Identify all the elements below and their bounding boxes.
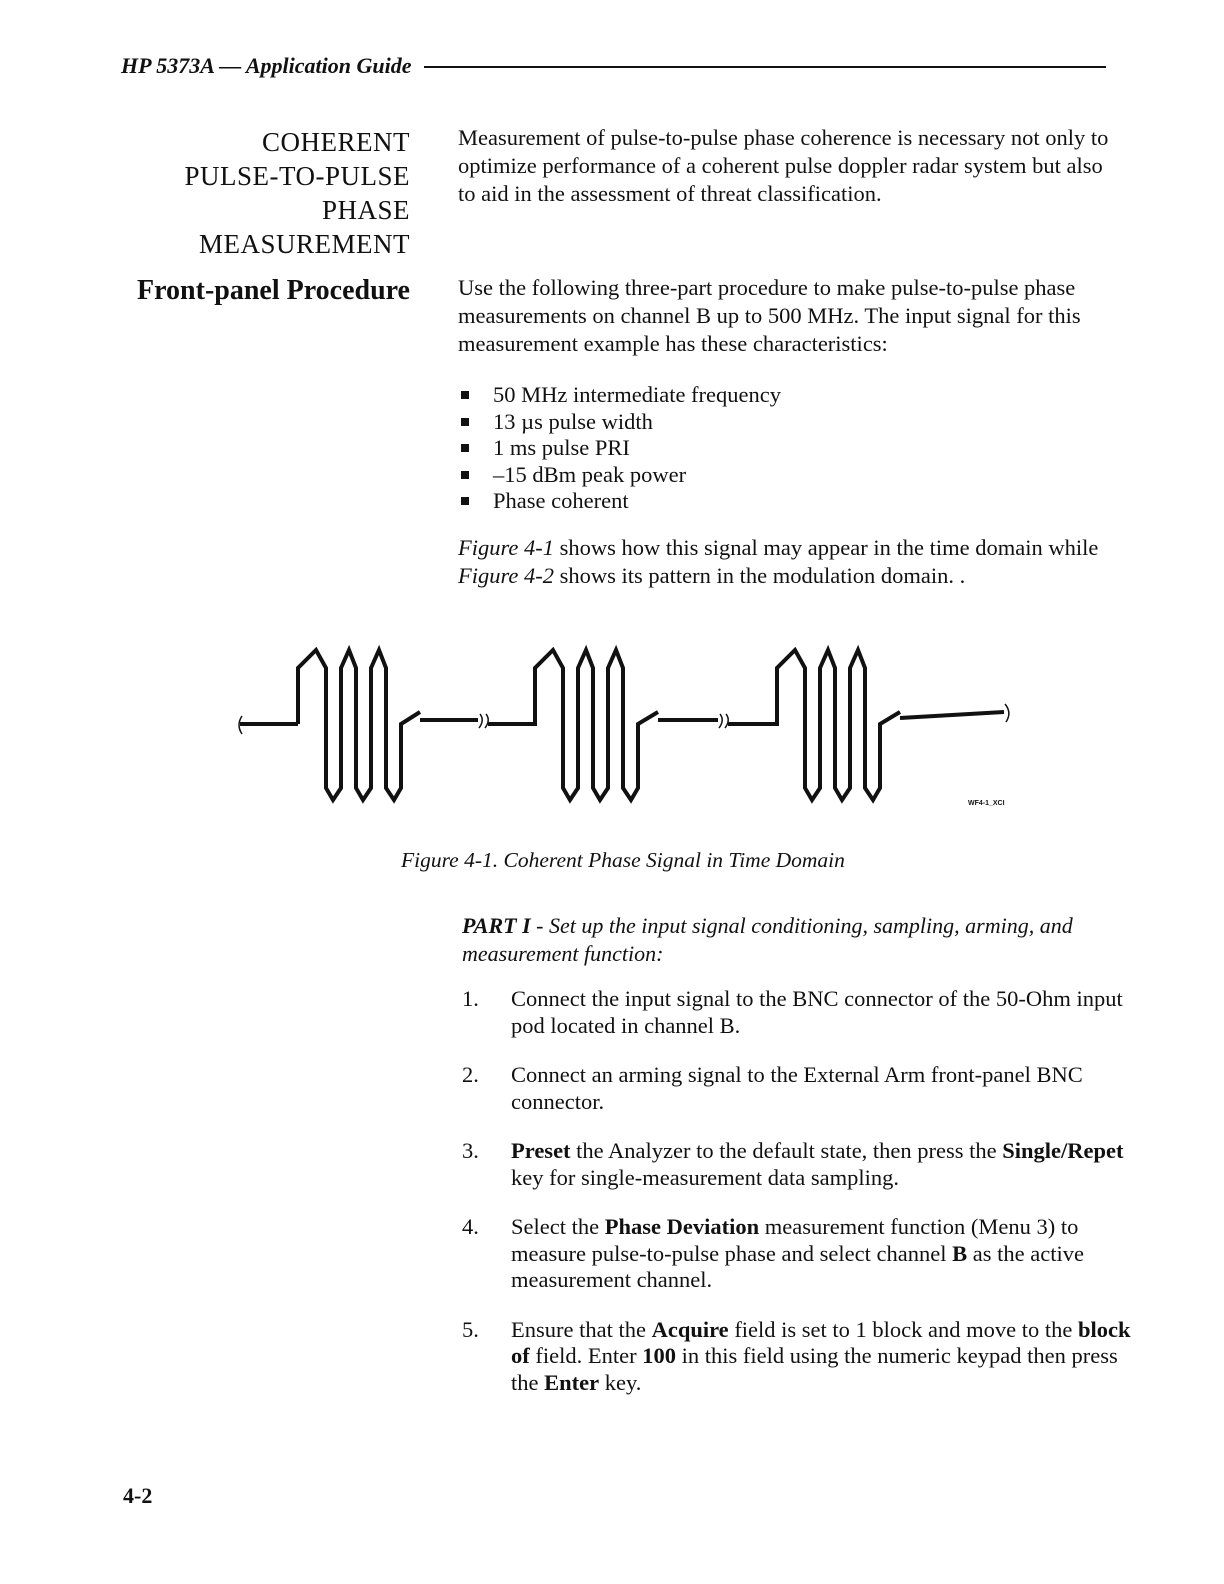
page-header: [121, 52, 1106, 80]
procedure-steps: [462, 986, 1132, 1419]
figure-caption: Figure 4-1. Coherent Phase Signal in Time Domain: [401, 848, 845, 872]
procedure-step: [462, 986, 1132, 1039]
step-text-run: in this field using the numeric keypad then press the: [511, 1343, 1118, 1395]
figure-reference: [458, 534, 1118, 590]
bullet-icon: [461, 418, 469, 426]
step-text: [511, 1138, 1132, 1191]
step-number: 4.: [462, 1214, 479, 1239]
section-title: [184, 125, 410, 261]
list-item: [458, 435, 781, 462]
key-name: Acquire: [651, 1316, 729, 1342]
part-label: PART I: [462, 913, 531, 938]
section-intro: Measurement of pulse-to-pulse phase coherence is necessary not only to optimize performance of a coherent pulse doppler radar system but also to aid in the assessment of threat classification.: [458, 125, 1109, 206]
procedure-step: [462, 1214, 1132, 1294]
header-rule: [424, 66, 1106, 68]
procedure-intro: Use the following three-part procedure to make pulse-to-pulse phase measurements on channel B up to 500 MHz. The input signal for this measurement example has these characteristics:: [458, 275, 1081, 356]
list-item-text: Phase coherent: [493, 488, 629, 513]
pulse-burst: [298, 650, 420, 800]
step-text-run: key.: [599, 1369, 642, 1395]
figure-ref-text: shows how this signal may appear in the time domain while: [554, 535, 1099, 560]
step-number: 5.: [462, 1316, 479, 1342]
step-text-run: Connect an arming signal to the External Arm front-panel BNC connector.: [511, 1062, 1083, 1114]
section-title-line: PULSE-TO-PULSE: [184, 161, 410, 191]
procedure-step: [462, 1062, 1132, 1115]
bullet-icon: [461, 444, 469, 452]
list-item-text: –15 dBm peak power: [493, 461, 687, 487]
key-name: Phase Deviation: [604, 1214, 760, 1239]
key-name: B: [952, 1240, 968, 1266]
part-heading: [462, 912, 1122, 968]
bullet-icon: [461, 471, 469, 479]
list-item: [458, 409, 781, 436]
time-domain-figure: [230, 640, 1030, 820]
signal-baseline: [900, 712, 1004, 718]
break-mark: [719, 714, 728, 728]
pulse-burst: [728, 650, 900, 800]
key-name: Enter: [544, 1369, 600, 1395]
step-text-run: Select the: [511, 1214, 605, 1239]
figure-ref-text: shows its pattern in the modulation domain. .: [554, 563, 966, 588]
step-text-run: the Analyzer to the default state, then press the: [570, 1138, 1003, 1163]
step-text: [511, 1062, 1132, 1115]
characteristics-list: [458, 382, 781, 515]
step-number: 2.: [462, 1062, 479, 1087]
list-item: [458, 462, 781, 489]
step-text-run: as the active measurement channel.: [511, 1240, 1084, 1292]
key-name: 100: [642, 1343, 676, 1368]
header-title: HP 5373A — Application Guide: [121, 53, 412, 78]
figure-tag: WF4-1_XCI: [968, 800, 1005, 807]
key-name: Preset: [511, 1138, 571, 1163]
step-text: [511, 1214, 1132, 1294]
list-item-text: 1 ms pulse PRI: [493, 435, 630, 460]
step-text-run: field. Enter: [529, 1343, 643, 1368]
pulse-burst: [488, 650, 658, 800]
section-title-line: COHERENT: [262, 127, 410, 157]
section-title-line: PHASE: [321, 195, 410, 225]
bullet-icon: [461, 391, 469, 399]
figure-ref-link: Figure 4-1: [458, 535, 555, 560]
list-item: [458, 382, 781, 409]
list-item-text: 50 MHz intermediate frequency: [493, 382, 782, 407]
break-mark: [1005, 704, 1009, 722]
part-text: - Set up the input signal conditioning, sampling, arming, and measurement function:: [462, 913, 1073, 966]
step-text-run: Ensure that the: [511, 1316, 652, 1342]
step-text: [511, 986, 1132, 1039]
page-number: 4-2: [123, 1483, 153, 1508]
step-text: [511, 1317, 1132, 1397]
break-mark: [479, 714, 488, 728]
procedure-step: [462, 1317, 1132, 1397]
key-name: block of: [511, 1316, 1131, 1368]
step-number: 1.: [462, 986, 479, 1011]
subsection-title: Front-panel Procedure: [137, 275, 410, 306]
step-text-run: field is set to 1 block and move to the: [728, 1316, 1078, 1342]
key-name: Single/Repet: [1002, 1138, 1124, 1163]
step-text-run: Connect the input signal to the BNC connector of the 50-Ohm input pod located in channel B.: [511, 986, 1123, 1038]
list-item: [458, 488, 781, 515]
section-title-line: MEASUREMENT: [198, 229, 410, 259]
procedure-step: [462, 1138, 1132, 1191]
bullet-icon: [461, 497, 469, 505]
step-text-run: measurement function (Menu 3) to measure pulse-to-pulse phase and select channel: [511, 1214, 1079, 1266]
list-item-text: 13 µs pulse width: [493, 408, 653, 434]
step-number: 3.: [462, 1138, 479, 1163]
step-text-run: key for single-measurement data sampling.: [511, 1164, 900, 1190]
figure-ref-link: Figure 4-2: [458, 563, 555, 588]
